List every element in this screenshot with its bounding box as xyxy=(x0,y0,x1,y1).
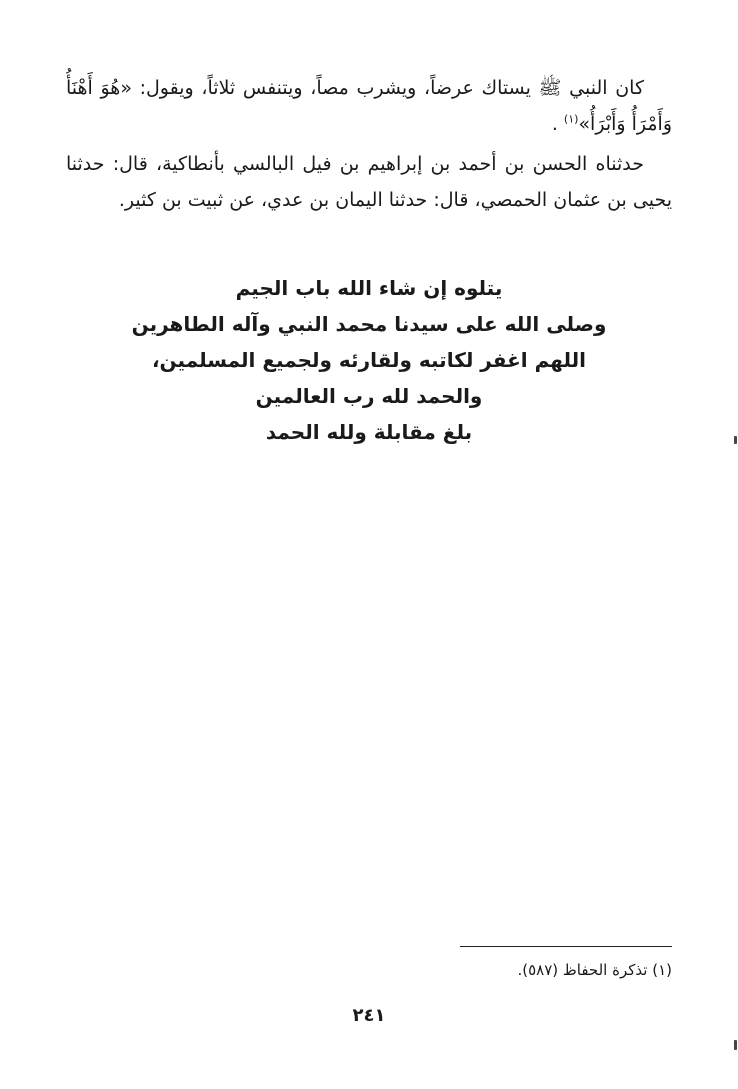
footnote: (١) تذكرة الحفاظ (٥٨٧). xyxy=(517,961,672,979)
footnote-reference[interactable]: (١) xyxy=(563,112,579,126)
hadith-end: . xyxy=(551,113,558,135)
footnote-separator xyxy=(460,946,672,947)
colophon xyxy=(66,270,672,450)
isnad-text: حدثناه الحسن بن أحمد بن إبراهيم بن فيل البالسي بأنطاكية، قال: حدثنا يحيى بن عثمان الحمصي، قال: حدثنا اليمان بن عدي، عن ثبيت بن كثير. xyxy=(66,153,672,211)
colophon-line: بلغ مقابلة ولله الحمد xyxy=(265,420,473,444)
colophon-line: والحمد لله رب العالمين xyxy=(255,384,483,408)
page-number: ٢٤١ xyxy=(352,1005,386,1026)
paragraph-hadith xyxy=(66,70,672,142)
colophon-line: يتلوه إن شاء الله باب الجيم xyxy=(235,276,503,300)
scan-edge-mark xyxy=(734,1040,737,1050)
hadith-text: كان النبي ﷺ يستاك عرضاً، ويشرب مصاً، ويتنفس ثلاثاً، ويقول: «هُوَ أَهْنَأُ وَأَمْرَأُ وَأَبْرَأُ» xyxy=(66,77,672,135)
colophon-line: وصلى الله على سيدنا محمد النبي وآله الطاهرين xyxy=(131,312,607,336)
scan-edge-mark xyxy=(734,436,737,444)
colophon-line: اللهم اغفر لكاتبه ولقارئه ولجميع المسلمين، xyxy=(151,348,587,372)
paragraph-isnad xyxy=(66,146,672,218)
main-text xyxy=(66,66,672,218)
